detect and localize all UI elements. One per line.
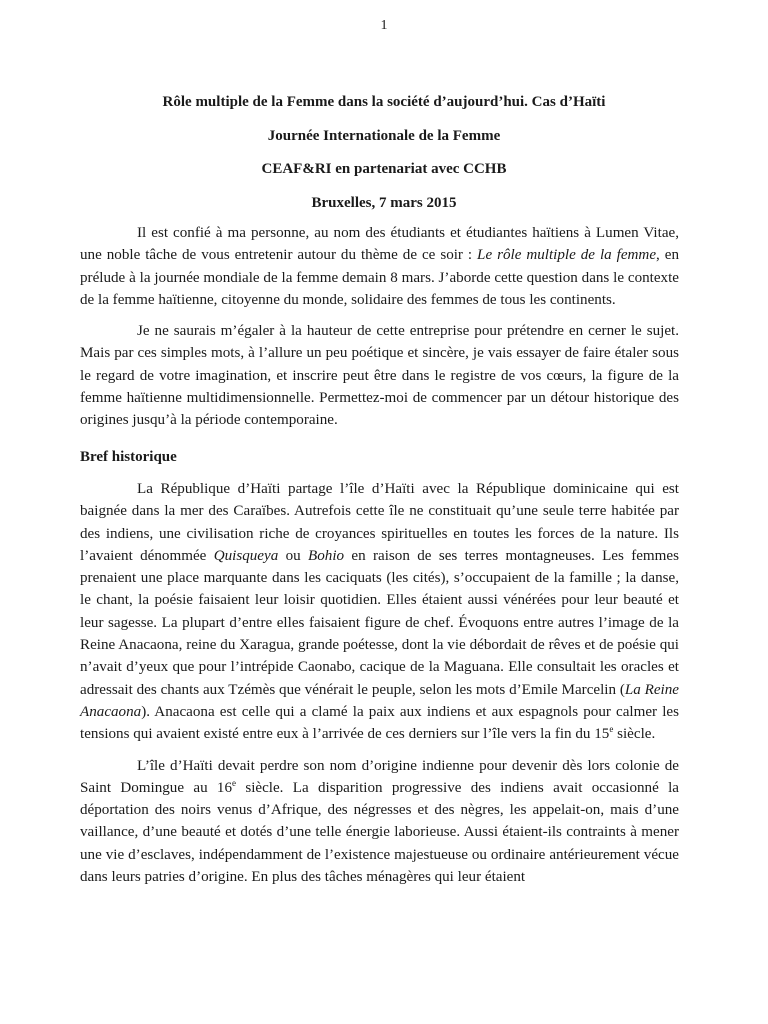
paragraph-colony — [80, 755, 679, 889]
paragraph-intro — [80, 222, 679, 311]
paragraph-colony-text-b: siècle. La disparition progressive des indiens avait occasionné la déportation des noirs venus d’Afrique, des négresses et des nègres, les appelait-on, mais d’une vaillance, d’une beauté et dotés d’une telle énergie laborieuse. Aussi étaient-ils contraints à mener une vie d’esclaves, indépendamment de l’existence majestueuse ou ordinaire antérieurement vécue dans leurs patries d’origine. En plus des tâches ménagères qui leur étaient — [80, 779, 679, 886]
paragraph-intro-text-b: , en prélude à la journée mondiale de la femme demain 8 mars. J’aborde cette question dans le contexte de la femme haïtienne, citoyenne du monde, solidaire des femmes de tous les continents. — [80, 247, 679, 308]
document-title: Rôle multiple de la Femme dans la société d’aujourd’hui. Cas d’Haïti — [162, 94, 606, 110]
organizers-line: CEAF&RI en partenariat avec CCHB — [261, 161, 507, 177]
document-subtitle: Journée Internationale de la Femme — [267, 128, 501, 144]
paragraph-intro-italic: Le rôle multiple de la femme — [477, 247, 657, 264]
paragraph-history-italic-book: La Reine Anacaona — [80, 681, 679, 720]
page-number: 1 — [380, 18, 388, 33]
paragraph-history — [80, 478, 679, 746]
document-body — [80, 222, 679, 897]
place-date-line: Bruxelles, 7 mars 2015 — [311, 195, 457, 211]
paragraph-history-text-e: siècle. — [613, 726, 656, 743]
paragraph-history-text-b: ou — [278, 547, 309, 564]
section-title-bref-historique: Bref historique — [80, 448, 177, 465]
paragraph-intro-text-a: Il est confié à ma personne, au nom des étudiants et étudiantes haïtiens à Lumen Vitae, une noble tâche de vous entretenir autour du thème de ce soir : — [80, 225, 679, 264]
paragraph-colony-text-a: L’île d’Haïti devait perdre son nom d’origine indienne pour devenir dès lors colonie de Saint Domingue au 16 — [80, 757, 679, 796]
century-superscript: e — [609, 724, 614, 735]
paragraph-second: Je ne saurais m’égaler à la hauteur de cette entreprise pour prétendre en cerner le sujet. Mais par ces simples mots, à l’allure un peu poétique et sincère, je vais essayer de faire étaler sous le regard de votre imagination, et inscrire peut être dans le registre de vos cœurs, la figure de la femme haïtienne multidimensionnelle. Permettez-moi de commencer par un détour historique des origines jusqu’à la période contemporaine. — [80, 323, 679, 429]
paragraph-history-text-c: en raison de ses terres montagneuses. Les femmes prenaient une place marquante dans les caciquats (les cités), s’occupaient de la famille ; la danse, le chant, la poésie faisaient leur loisir quotidien. Elles étaient aussi vénérées pour leur beauté et leur sagesse. La plupart d’entre elles faisaient figure de chef. Évoquons entre autres l’image de la Reine Anacaona, reine du Xaragua, grande poétesse, dont la vie débordait de rêves et de poésie qui n’avait d’yeux que pour l’intrépide Caonabo, cacique de la Maguana. Elle consultait les oracles et adressait des chants aux Tzémès que vénérait le peuple, selon les mots d’Emile Marcelin ( — [80, 547, 679, 698]
paragraph-history-text-d: ). Anacaona est celle qui a clamé la paix aux indiens et aux espagnols pour calmer les tensions qui avaient existé entre eux à l’arrivée de ces derniers sur l’île vers la fin du 15 — [80, 703, 679, 743]
paragraph-history-italic-bohio: Bohio — [308, 547, 345, 564]
paragraph-history-text-a: La République d’Haïti partage l’île d’Haïti avec la République dominicaine qui est baignée dans la mer des Caraïbes. Autrefois cette île ne constituait qu’une seule terre habitée par des indiens, une civilisation riche de croyances spirituelles en toutes les forces de la nature. Ils l’avaient dénommée — [80, 480, 679, 564]
century-superscript-2: e — [232, 777, 237, 788]
paragraph-history-italic-quisqueya: Quisqueya — [213, 547, 279, 564]
